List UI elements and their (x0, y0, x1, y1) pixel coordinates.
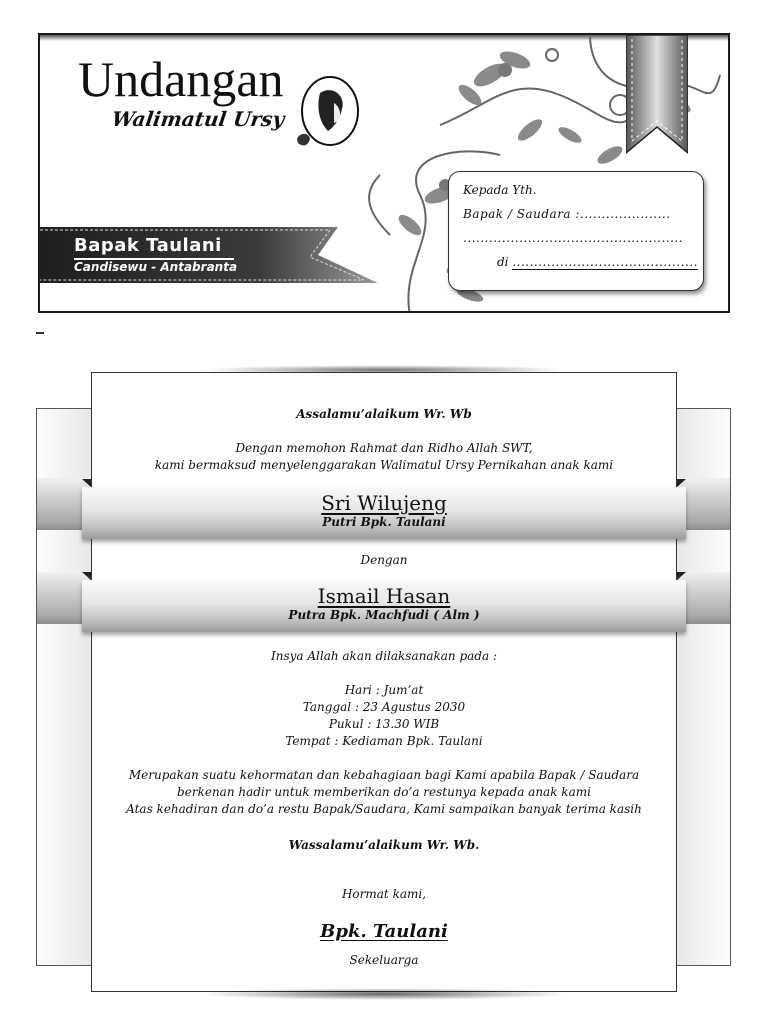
bride-parent: Putri Bpk. Taulani (322, 515, 446, 529)
portrait-emblem (290, 73, 360, 153)
intro-line-2: kami bermaksud menyelenggarakan Walimatul Ursy Pernikahan anak kami (154, 458, 614, 472)
schedule-intro: Insya Allah akan dilaksanakan pada : (270, 649, 497, 663)
address-box (448, 171, 704, 291)
address-location-field: ........................................... (512, 255, 698, 269)
address-recipient-label: Kepada Yth. (463, 183, 537, 197)
ribbon-fold-right-2 (677, 572, 686, 580)
bookmark-ribbon (626, 35, 688, 155)
closing-line-2: berkenan hadir untuk memberikan do’a restunya kepada anak kami (177, 785, 591, 799)
envelope-title: Undangan (78, 51, 284, 107)
sender-address: Candisewu - Antabranta (74, 260, 238, 274)
envelope-subtitle: Walimatul Ursy (110, 107, 286, 131)
closing-line-3: Atas kehadiran dan do’a restu Bapak/Saudara, Kami sampaikan banyak terima kasih (126, 802, 642, 816)
farewell: Wassalamu’alaikum Wr. Wb. (288, 838, 480, 852)
separator-mark (36, 332, 44, 334)
greeting: Assalamu’alaikum Wr. Wb (296, 407, 472, 421)
event-time: Pukul : 13.30 WIB (328, 717, 440, 731)
ribbon-fold-left-1 (82, 479, 91, 487)
event-date: Tanggal : 23 Agustus 2030 (302, 700, 466, 714)
address-location-prefix: di (497, 255, 509, 269)
bride-name: Sri Wilujeng (321, 491, 447, 515)
envelope (38, 33, 730, 313)
ribbon-fold-right-1 (677, 479, 686, 487)
closing-line-1: Merupakan suatu kehormatan dan kebahagiaan bagi Kami apabila Bapak / Saudara (128, 768, 640, 782)
event-place: Tempat : Kediaman Bpk. Taulani (285, 734, 483, 748)
sender-name: Bapak Taulani (74, 235, 222, 256)
groom-ribbon (82, 580, 686, 632)
family-label: Sekeluarga (349, 953, 419, 967)
regards: Hormat kami, (341, 887, 427, 901)
bride-ribbon (82, 487, 686, 539)
ribbon-fold-left-2 (82, 572, 91, 580)
signature: Bpk. Taulani (320, 921, 448, 942)
connector-text: Dengan (360, 553, 408, 567)
address-recipient-field: Bapak / Saudara :..................... (463, 207, 671, 221)
card-bottom-shadow (200, 988, 568, 1000)
groom-name: Ismail Hasan (317, 584, 451, 608)
event-day: Hari : Jum’at (344, 683, 424, 697)
address-extra-line: ................................................... (463, 231, 684, 245)
address-location-line (463, 250, 698, 274)
intro-line-1: Dengan memohon Rahmat dan Ridho Allah SWT, (235, 441, 533, 455)
groom-parent: Putra Bpk. Machfudi ( Alm ) (288, 608, 480, 622)
